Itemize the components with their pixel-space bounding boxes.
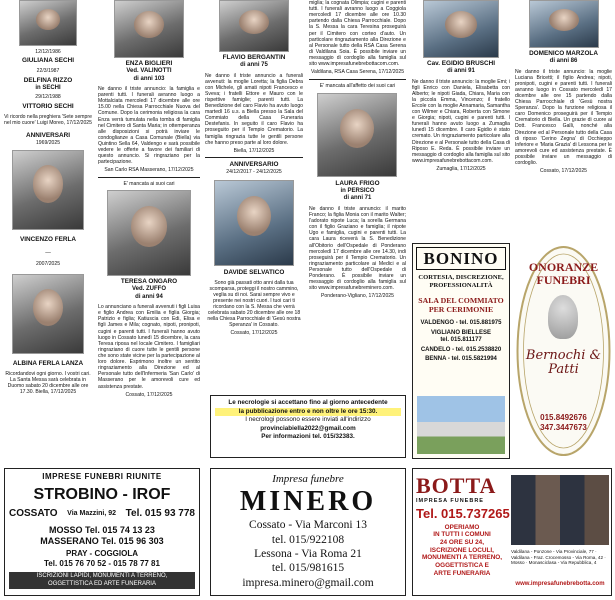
anniversary-label: ANNIVERSARIO xyxy=(229,161,279,169)
strobino-advertisement xyxy=(4,468,200,596)
portrait-photo xyxy=(529,0,599,48)
minero-advertisement xyxy=(210,468,406,596)
bonino-tagline: CORTESIA, DISCREZIONE, PROFESSIONALITÀ xyxy=(418,274,504,290)
notice-signature: Cossato, 17/12/2025 xyxy=(125,391,173,398)
notice-text: Ne danno il triste annuncio: il marito Franco; la figlia Monia con il marito Walter; l'adorato nipote Luca; la sorella Germana con il figlio Graziano e famiglia; il nipote Ugo e famiglia, cugini e parenti tutti. La cara Laura riceverà la S. Benedizione all'Obitorio dell'Ospedale di Ponderano mercoledì 17 dicembre alle ore 14.30, indi proseguirà per il Tempio Crematorio. Un ringraziamento particolare ai Medici e al Personale tutto dell'Ospedale di Ponderano. È possibile inviare un messaggio di cordoglio alla famiglia sul sito www.impresafunebreminero.com. xyxy=(309,205,406,292)
botta-website-link[interactable]: www.impresafunebrebotta.com xyxy=(515,581,605,587)
strobino-services: ISCRIZIONI LAPIDI, MONUMENTI A TERRENO, xyxy=(36,573,168,579)
divider xyxy=(98,177,200,178)
date: 29/12/1988 xyxy=(35,94,61,101)
botta-advertisement xyxy=(412,468,612,596)
column-4 xyxy=(309,0,406,300)
deceased-name-suffix: Ved. ZUFFO xyxy=(131,286,166,293)
deceased-age: di anni 86 xyxy=(549,58,578,64)
bonino-phone: tel. 015.811177 xyxy=(440,337,482,344)
divider xyxy=(309,79,406,80)
strobino-phone: Tel. 015 76 70 52 - 015 78 77 81 xyxy=(44,559,160,568)
anniversary-label: ANNIVERSARI xyxy=(25,131,71,139)
portrait-photo xyxy=(214,180,294,266)
notice-text: Lo annunciano a funerali avvenuti i figli Luisa e figlio Andrea con Emilia e figlia Giorgia; Patrizio e figlia; Katiuscia con Edi, Elisa e figli James e Mila; cognato, nipoti, pronipoti, cugini e parenti tutti. I funerali hanno avuto luogo in Cossato lunedì 15 dicembre, la cara Teresa riposa nel locale Cimitero. I famigliari ringraziano di cuore tutte le gentili persone che sono state vicine per la partecipazione al loro dolore. Esprimono inoltre un sentito ringraziamento alla Direzione ed al Personale tutto dell'Infermeria 'San Carlo' di Masserano per le amorevoli cure ed assistenza prestate. xyxy=(98,304,200,390)
botta-staff-photo xyxy=(511,475,609,545)
bonino-advertisement xyxy=(412,243,510,459)
deceased-name: LAURA FRIGO xyxy=(335,179,380,187)
minero-brand: MINERO xyxy=(239,485,377,517)
portrait-photo xyxy=(107,190,191,276)
date: 24/12/2017 - 24/12/2025 xyxy=(226,169,282,176)
strobino-location: MASSERANO Tel. 015 96 303 xyxy=(40,535,164,546)
deceased-name: GIULIANA SECHI xyxy=(22,57,74,65)
date: 12/12/1986 xyxy=(35,49,61,55)
botta-subtitle: IMPRESA FUNEBRE xyxy=(416,497,484,504)
notice-phone: Per informazioni tel. 015/32383. xyxy=(261,433,355,440)
botta-service: OGGETTISTICA E xyxy=(435,562,489,570)
separator-dash: — xyxy=(45,250,51,257)
notice-email-link[interactable]: provinciabiella2022@gmail.com xyxy=(260,424,356,432)
date: 2007/2025 xyxy=(35,261,61,268)
strobino-address: Via Mazzini, 92 xyxy=(67,510,117,517)
strobino-services: OGGETTISTICA ED ARTE FUNERARIA xyxy=(48,580,156,587)
minero-email-link[interactable]: impresa.minero@gmail.com xyxy=(242,576,374,589)
notice-signature: Cossato, 17/12/2025 xyxy=(230,330,278,337)
column-5 xyxy=(412,0,510,172)
botta-service: IN TUTTI I COMUNI xyxy=(433,531,491,539)
angel-icon xyxy=(548,295,578,339)
botta-phone: Tel. 015.737265 xyxy=(416,506,510,522)
bernochi-brand: Bernochi & Patti xyxy=(525,348,602,377)
bonino-building-photo xyxy=(417,396,505,454)
notice-text: Ne danno il triste annuncio a funerali avvenuti: la moglie Loretta; la figlia Debra con Michele, gli amati nipoti Francesco e Sveva; i fratelli Ettore e Mauro con le rispettive famiglie; parenti tutti. La Benedizione del caro Flavio ha avuto luogo martedì 16 u.s. a Biella presso la Sala del Commiato della Casa Funeraria Destefanis. In seguito il caro Flavio ha proseguito per il Tempio Crematorio. La famiglia ringrazia tutte le gentili persone che hanno preso parte al loro dolore. xyxy=(205,72,303,146)
notice-line: I necrologi possono essere inviati all'indirizzo xyxy=(245,416,371,423)
portrait-photo xyxy=(219,0,289,52)
strobino-header: IMPRESE FUNEBRI RIUNITE xyxy=(42,472,162,481)
notice-signature: Zumaglia, 17/12/2025 xyxy=(436,166,486,173)
notice-text: Ne danno il triste annuncio: la moglie Emi; i figli Enrico con Daniela, Elisabetta con Alberto; le nipoti Giada, Chiara, Maria con la piccola Emma, Vincenzo; il fratello Ercole con la moglie Annamaria, Samantha con Wilmer e Chiara, Roberta con Simone e Giorgia; nipoti, cugini e parenti tutti. I funerali hanno avuto luogo a Zumaglia lunedì 15 dicembre. Il caro Egidio è stato cremato. Un ringraziamento particolare alla Direzione e al Personale tutto della Casa di Riposo E. Reda. È possibile inviare un messaggio di cordoglio alla famiglia sul sito www.impresafunebrebottacom.com. xyxy=(412,78,510,164)
column-1 xyxy=(4,0,92,395)
bonino-location: CANDELO - tel. 015.2538820 xyxy=(420,346,502,353)
deceased-age: di anni 94 xyxy=(135,293,163,300)
deceased-name: TERESA ONGARO xyxy=(120,278,178,286)
botta-service: 24 ORE SU 24, xyxy=(439,539,485,546)
bonino-hall: SALA DEL COMMIATO xyxy=(418,295,504,305)
bonino-logo: BONINO xyxy=(416,247,506,270)
deceased-name: VITTORIO SECHI xyxy=(22,102,74,110)
notice-line: Le necrologie si accettano fino al giorno antecedente xyxy=(228,399,388,406)
strobino-city: COSSATO xyxy=(9,508,58,519)
portrait-photo xyxy=(19,0,77,46)
deceased-name-suffix: Ved. VALINOTTI xyxy=(126,68,172,74)
bonino-location: BENNA - tel. 015.5821994 xyxy=(425,356,497,363)
deceased-name-suffix: in SECHI xyxy=(35,84,61,91)
deceased-name: Cav. EGIDIO BRUSCHI xyxy=(426,60,496,67)
notice-signature: Biella, 17/12/2025 xyxy=(233,147,275,154)
column-2 xyxy=(98,0,200,398)
column-3 xyxy=(205,0,303,337)
portrait-photo xyxy=(423,0,499,58)
notice-text: Ricordandovi ogni giorno. I vostri cari. La Santa Messa sarà celebrata in Duomo sabato 20 dicembre alle ore 17.30. Biella, 17/12/2025 xyxy=(5,370,91,395)
botta-service: OPERIAMO xyxy=(444,523,480,531)
date: 1969/2025 xyxy=(35,139,61,146)
bernochi-phone: 015.8492676 xyxy=(540,413,587,422)
deceased-name: DELFINA RIZZO xyxy=(23,76,73,84)
minero-address: Cossato - Via Marconi 13 xyxy=(249,519,367,532)
submission-notice-box xyxy=(210,395,406,458)
botta-service: ISCRIZIONE LOCULI, xyxy=(430,546,494,554)
bonino-location: VIGLIANO BIELLESE xyxy=(430,329,491,336)
notice-text: Sono già passati otto anni dalla tua scomparsa, proteggi il nostro cammino, veglia su di noi. Sarai sempre vivo e presente nei nostri cuori. I tuoi cari ti ricordano con la S. Messa che verrà celebrata sabato 20 dicembre alle ore 18 nella Chiesa Parrocchiale di 'Gesù nostra Speranza' in Cossato. xyxy=(207,279,301,329)
botta-service: MONUMENTI A TERRENO, xyxy=(421,554,503,562)
strobino-location: MOSSO Tel. 015 74 13 23 xyxy=(49,524,155,535)
strobino-phone: Tel. 015 93 778 xyxy=(125,508,195,519)
notice-signature: Cossato, 17/12/2025 xyxy=(539,168,587,175)
notice-line: la pubblicazione entro e non oltre le ore 15:30. xyxy=(215,408,401,417)
deceased-age: di anni 75 xyxy=(240,62,268,68)
bernochi-title: ONORANZE FUNEBRI xyxy=(528,260,599,288)
notice-intro: E' mancata all'affetto dei suoi cari xyxy=(319,82,396,89)
deceased-name-suffix: in PERSICO xyxy=(340,187,375,194)
botta-service: ARTE FUNERARIA xyxy=(433,569,491,577)
notice-text: Vi ricordo nella preghiera 'Sete sempre nel mio cuore' Luigi Moreo, 17/12/2025 xyxy=(4,113,92,126)
minero-address: Lessona - Via Roma 21 xyxy=(254,547,362,560)
botta-addresses: Valdilana - Ponzone - Via Provinciale, 77 · Valdilana - Fraz. Crocemosso - Via Roma, 42 · Mosso · Monasciclasa - Via Repubblica, 4 xyxy=(511,549,606,566)
notice-intro: E' mancata ai suoi cari xyxy=(123,180,175,187)
notice-signature: Valdilana, RSA Casa Serena, 17/12/2025 xyxy=(310,69,405,76)
notice-text: Ne danno il triste annuncio: la moglie Luciana Bricetti; il figlio Andrea; nipoti, pronipoti, cugini e parenti tutti. I funerali avranno luogo in Cossato mercoledì 17 dicembre alle ore 15 partendo dalla Chiesa Parrocchiale di 'Gesù nostra Speranza'. Dopo la funzione religiosa il caro Domenico proseguirà per il Tempio Crematorio di Biella. Un grazie di cuore ai Dott. Francesco Galli, nonché alla Direzione ed al Personale tutto della Casa di riposo 'Cerino Zegna' di Occhieppo Inferiore e 'Maria Grazia' di Lessona per le amorevoli cure ed assistenza prestate. È possibile inviare un messaggio di cordoglio. xyxy=(515,68,612,167)
minero-phone: tel. 015/981615 xyxy=(271,562,345,575)
minero-header: Impresa funebre xyxy=(272,473,344,485)
deceased-name: ENZA BIGLIERI xyxy=(125,60,173,67)
notice-signature: San Carlo RSA Masserano, 17/12/2025 xyxy=(104,167,194,174)
bonino-location: VALDENGO - tel. 015.881975 xyxy=(420,320,502,327)
notice-text: Ne danno il triste annuncio: la famiglia e parenti tutti. I funerali avranno luogo a Mottalciata mercoledì 17 dicembre alle ore 15.00 nella Chiesa Parrocchiale Nuova del Comune. Dopo la cerimonia religiosa la cara Enza verrà tumulata nella tomba di famiglia nel Cimitero di Santa Maria; in ottemperanza alle disposizioni si potrà inviare le condoglianze a Casa Comunale (Biella) via Quintino Sella 64, Valdengo e sarà possibile vedere le offerte a favore dei familiari di questo annuncio. Si ringraziano per la partecipazione. xyxy=(98,86,200,166)
date: 22/3/1987 xyxy=(36,68,60,75)
deceased-name: VINCENZO FERLA xyxy=(19,236,77,244)
deceased-age: di anni 71 xyxy=(343,195,372,202)
portrait-photo xyxy=(12,274,84,354)
deceased-name: FLAVIO BERGANTIN xyxy=(222,54,286,61)
minero-phone: tel. 015/922108 xyxy=(271,533,345,546)
bonino-hall-sub: PER CERIMONIE xyxy=(428,305,494,315)
notice-text: miglia; la cognata Olimpia; cugini e parenti tutti. I funerali avranno luogo a Coggiola mercoledì 17 dicembre alle ore 10.30 partendo dalla Chiesa Parrocchiale. Dopo la S. Messa la cara Teresina proseguirà per il Cimitero con corteo d'auto. Un particolare ringraziamento alla Direzione e al Personale tutto della RSA Casa Serena di Valdilana Soia. È possibile inviare un messaggio di cordoglio alla famiglia sul sito www.impresafunebrebottacom.com. xyxy=(309,0,406,68)
botta-brand: BOTTA xyxy=(416,473,497,498)
deceased-name: DAVIDE SELVATICO xyxy=(223,268,285,276)
bernochi-patti-advertisement xyxy=(515,243,612,459)
notice-signature: Ponderano-Vigliano, 17/12/2025 xyxy=(321,293,394,300)
portrait-photo xyxy=(317,93,397,177)
deceased-name: ALBINA FERLA LANZA xyxy=(12,359,84,367)
divider xyxy=(205,157,303,158)
portrait-photo xyxy=(114,0,184,58)
bernochi-phone: 347.3447673 xyxy=(540,423,587,432)
deceased-name: DOMENICO MARZOLA xyxy=(529,50,598,57)
deceased-age: di anni 103 xyxy=(133,75,165,82)
portrait-photo xyxy=(12,150,84,230)
strobino-brand: STROBINO - IROF xyxy=(33,486,171,503)
deceased-age: di anni 91 xyxy=(447,68,475,74)
strobino-location: PRAY - COGGIOLA xyxy=(65,549,138,558)
column-6 xyxy=(515,0,612,175)
